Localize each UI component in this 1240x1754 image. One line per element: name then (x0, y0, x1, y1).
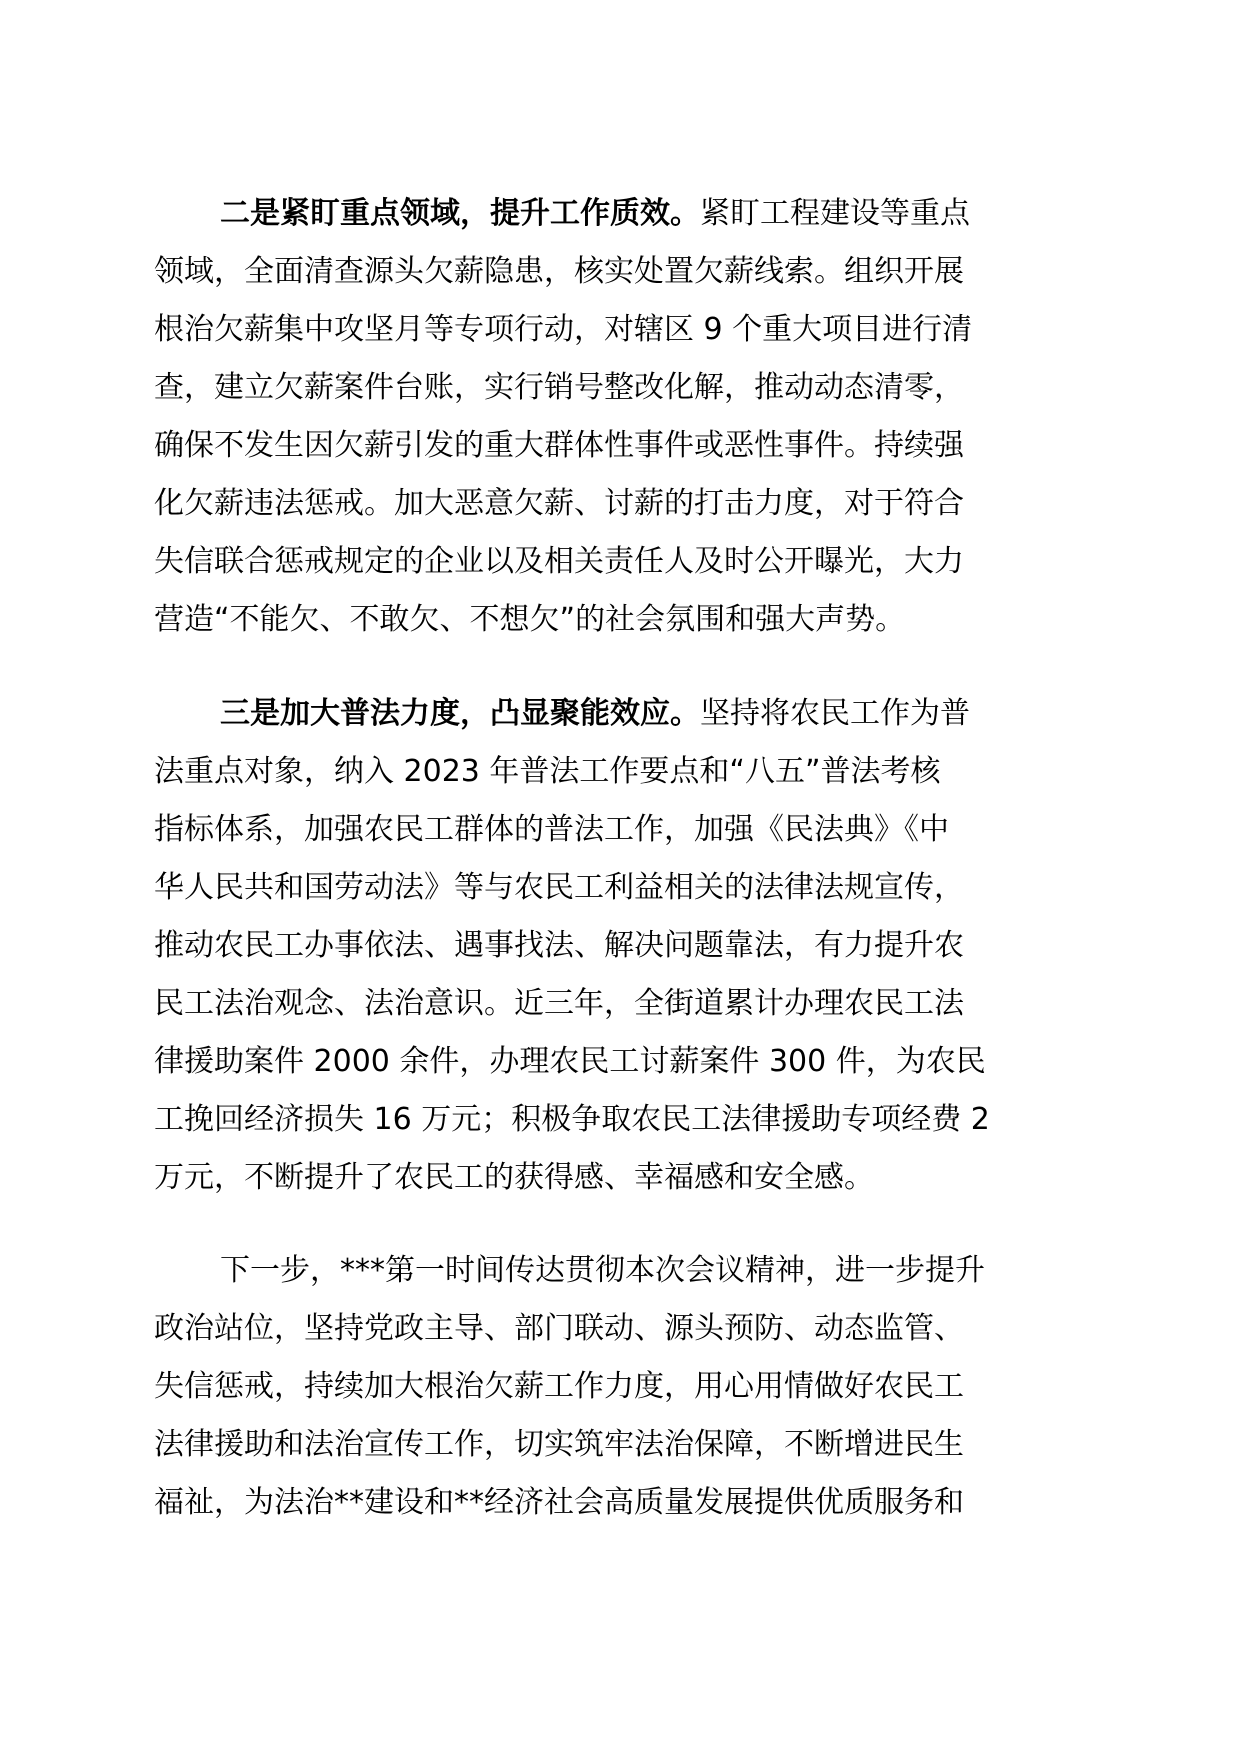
line-text: 法律援助和法治宣传工作，切实筑牢法治保障，不断增进民生 (154, 1427, 964, 1462)
line-text: 营造“不能欠、不敢欠、不想欠”的社会氛围和强大声势。 (154, 602, 906, 637)
line-text: 确保不发生因欠薪引发的重大群体性事件或恶性事件。持续强 (154, 428, 964, 463)
paragraph-focus-areas (154, 185, 1074, 649)
line-text: 领域，全面清查源头欠薪隐患，核实处置欠薪线索。组织开展 (154, 254, 964, 289)
line-text: 律援助案件 2000 余件，办理农民工讨薪案件 300 件，为农民 (154, 1044, 986, 1079)
paragraph-next-steps (154, 1242, 1074, 1532)
line-text: 坚持将农民工作为普 (700, 696, 970, 731)
line-text: 华人民共和国劳动法》等与农民工利益相关的法律法规宣传， (154, 870, 964, 905)
paragraph-lead-heading: 三是加大普法力度，凸显聚能效应。 (220, 696, 700, 731)
line-text: 失信联合惩戒规定的企业以及相关责任人及时公开曝光，大力 (154, 544, 964, 579)
line-text: 查，建立欠薪案件台账，实行销号整改化解，推动动态清零， (154, 370, 964, 405)
paragraph-first-line (154, 185, 1074, 243)
line-text: 紧盯工程建设等重点 (700, 196, 970, 231)
line-text: 化欠薪违法惩戒。加大恶意欠薪、讨薪的打击力度，对于符合 (154, 486, 964, 521)
line-text: 福祉，为法治**建设和**经济社会高质量发展提供优质服务和 (154, 1485, 964, 1520)
line-text: 失信惩戒，持续加大根治欠薪工作力度，用心用情做好农民工 (154, 1369, 964, 1404)
line-text: 下一步，***第一时间传达贯彻本次会议精神，进一步提升 (220, 1253, 985, 1288)
line-text: 指标体系，加强农民工群体的普法工作，加强《民法典》《中 (154, 812, 949, 847)
paragraph-first-line (154, 685, 1074, 743)
line-text: 法重点对象，纳入 2023 年普法工作要点和“八五”普法考核 (154, 754, 941, 789)
line-text: 万元，不断提升了农民工的获得感、幸福感和安全感。 (154, 1160, 874, 1195)
line-text: 工挽回经济损失 16 万元；积极争取农民工法律援助专项经费 2 (154, 1102, 990, 1137)
line-text: 推动农民工办事依法、遇事找法、解决问题靠法，有力提升农 (154, 928, 964, 963)
line-text: 政治站位，坚持党政主导、部门联动、源头预防、动态监管、 (154, 1311, 964, 1346)
paragraph-lead-heading: 二是紧盯重点领域，提升工作质效。 (220, 196, 700, 231)
line-text: 民工法治观念、法治意识。近三年，全街道累计办理农民工法 (154, 986, 964, 1021)
paragraph-legal-education (154, 685, 1074, 1207)
line-text: 根治欠薪集中攻坚月等专项行动，对辖区 9 个重大项目进行清 (154, 312, 973, 347)
